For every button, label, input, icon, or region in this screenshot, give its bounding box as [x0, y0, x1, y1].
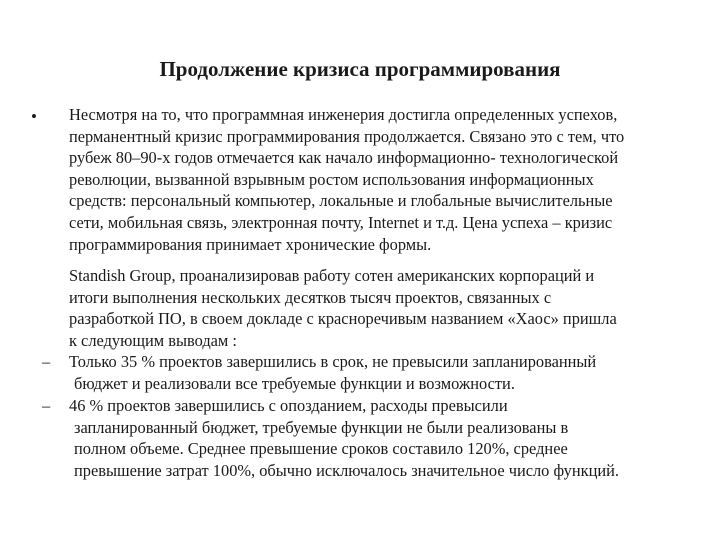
- paragraph-2: [69, 265, 699, 351]
- paragraph-2-line: к следующим выводам :: [69, 330, 237, 350]
- bullet-marker: •: [31, 107, 37, 126]
- paragraph-1-line: программирования принимает хронические формы.: [69, 234, 432, 254]
- dash-item-1-line: Только 35 % проектов завершились в срок, не превысили запланированный: [69, 352, 597, 371]
- paragraph-1-line: рубеж 80–90-х годов отмечается как начало информационно- технологической: [69, 148, 619, 168]
- dash-item-2-line: полном объеме. Среднее превышение сроков составило 120%, среднее: [74, 439, 568, 459]
- dash-item-2-line: 46 % проектов завершились с опозданием, расходы превысили: [69, 396, 508, 415]
- paragraph-2-line: разработкой ПО, в своем докладе с красноречивым названием «Хаос» пришла: [69, 309, 617, 329]
- paragraph-2-line: итоги выполнения нескольких десятков тысяч проектов, связанных с: [69, 287, 552, 307]
- paragraph-1-line: сети, мобильная связь, электронная почту, Internet и т.д. Цена успеха – кризис: [69, 212, 613, 232]
- dash-marker-1: –: [42, 352, 51, 371]
- paragraph-1-line: Несмотря на то, что программная инженерия достигла определенных успехов,: [69, 105, 618, 124]
- paragraph-2-line: Standish Group, проанализировав работу сотен американских корпораций и: [69, 266, 595, 285]
- dash-marker-2: –: [42, 396, 51, 415]
- slide-title: Продолжение кризиса программирования: [159, 57, 561, 81]
- paragraph-1-line: революции, вызванной взрывным ростом использования информационных: [69, 169, 594, 189]
- dash-item-2: [69, 395, 619, 481]
- paragraph-1: [69, 104, 699, 255]
- dash-item-1: [69, 351, 596, 394]
- dash-item-2-line: запланированный бюджет, требуемые функции не были реализованы в: [74, 417, 569, 437]
- paragraph-1-line: средств: персональный компьютер, локальные и глобальные вычислительные: [69, 191, 613, 211]
- dash-item-2-line: превышение затрат 100%, обычно исключалось значительное число функций.: [74, 460, 620, 480]
- dash-item-1-line: бюджет и реализовали все требуемые функции и возможности.: [74, 373, 515, 393]
- paragraph-1-line: перманентный кризис программирования продолжается. Связано это с тем, что: [69, 126, 625, 146]
